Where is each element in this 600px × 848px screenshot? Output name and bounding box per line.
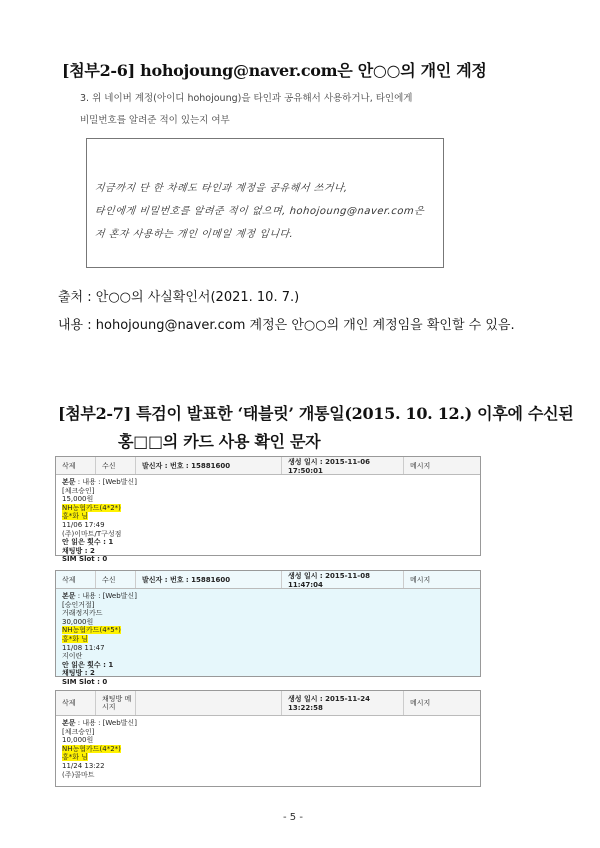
body-line: [체크승인] bbox=[62, 727, 95, 736]
body-line bbox=[62, 592, 474, 601]
handwriting-line-2: 타인에게 비밀번호를 알려준 적이 없으며, hohojoung@naver.com은 bbox=[94, 206, 425, 217]
message-record-2 bbox=[55, 570, 481, 686]
folder-column: 메시지 bbox=[410, 461, 431, 470]
message-header bbox=[56, 691, 480, 716]
body-label: 본문 bbox=[62, 592, 76, 600]
body-line: 10,000원 bbox=[62, 736, 94, 745]
type-column: 채팅방 메시지 bbox=[96, 691, 136, 715]
handwriting-line-3: 저 혼자 사용하는 개인 이메일 계정 입니다. bbox=[94, 229, 294, 240]
message-record-3 bbox=[55, 690, 481, 787]
body-line-rest: : 내용 : [Web발신] bbox=[75, 592, 137, 600]
body-line-rest: : 내용 : [Web발신] bbox=[75, 478, 137, 486]
body-line: 11/08 11:47 bbox=[62, 643, 105, 652]
body-line-rest: : 내용 : [Web발신] bbox=[75, 719, 137, 727]
section-title-2-7-line-1: [첨부2-7] 특검이 발표한 ‘태블릿’ 개통일(2015. 10. 12.) 이후에 수신된 bbox=[58, 404, 574, 423]
body-line: 11/06 17:49 bbox=[62, 520, 105, 529]
section-title-2-6: [첨부2-6] hohojoung@naver.com은 안○○의 개인 계정 bbox=[62, 61, 487, 80]
section-title-2-7-line-2: 홍□□의 카드 사용 확인 문자 bbox=[118, 432, 321, 451]
sender-column: 발신자 : 번호 : 15881600 bbox=[136, 571, 282, 588]
folder-column: 메시지 bbox=[410, 699, 431, 707]
message-header bbox=[56, 571, 480, 589]
chatroom: 채팅방 : 2 bbox=[62, 546, 95, 555]
delete-column: 삭제 bbox=[56, 457, 96, 474]
body-label: 본문 bbox=[62, 478, 76, 486]
question-line-1: 3. 위 네이버 계정(아이디 hohojoung)을 타인과 공유해서 사용하거나, 타인에게 bbox=[80, 93, 413, 104]
message-header bbox=[56, 457, 480, 475]
card-name-highlight: NH농협카드(4*2*) bbox=[62, 503, 121, 512]
folder-column: 메시지 bbox=[410, 575, 431, 584]
card-name-highlight: NH농협카드(4*5*) bbox=[62, 626, 121, 635]
handwriting-line-1: 지금까지 단 한 차례도 타인과 계정을 공유해서 쓰거나, bbox=[94, 183, 349, 194]
source-line: 출처 : 안○○의 사실확인서(2021. 10. 7.) bbox=[58, 290, 300, 305]
sender-column bbox=[136, 691, 282, 715]
body-line: 거래정지카드 bbox=[62, 609, 103, 618]
cardholder-highlight: 홍*화 님 bbox=[62, 634, 89, 643]
message-body bbox=[56, 589, 480, 690]
timestamp-column: 생성 일시 : 2015-11-24 13:22:58 bbox=[282, 691, 404, 715]
body-line: [체크승인] bbox=[62, 486, 95, 495]
sim-slot: SIM Slot : 0 bbox=[62, 677, 108, 686]
cardholder-highlight: 홍*화 님 bbox=[62, 512, 89, 521]
message-body bbox=[56, 475, 480, 567]
body-line: (주)콜마트 bbox=[62, 770, 95, 779]
cardholder-highlight: 홍*화 님 bbox=[62, 753, 89, 762]
message-record-1 bbox=[55, 456, 481, 564]
question-text bbox=[80, 88, 412, 132]
unread-count: 안 읽은 횟수 : 1 bbox=[62, 660, 114, 669]
body-line: [승인거절] bbox=[62, 600, 95, 609]
body-line: 30,000원 bbox=[62, 617, 94, 626]
page-number: - 5 - bbox=[283, 812, 303, 823]
body-line: 15,000원 bbox=[62, 495, 94, 504]
delete-column: 삭제 bbox=[56, 691, 96, 715]
type-column: 수신 bbox=[96, 457, 136, 474]
card-name-highlight: NH농협카드(4*2*) bbox=[62, 744, 121, 753]
message-body bbox=[56, 716, 480, 782]
type-column: 수신 bbox=[96, 571, 136, 588]
timestamp-column: 생성 일시 : 2015-11-06 17:50:01 bbox=[282, 457, 404, 474]
chatroom: 채팅방 : 2 bbox=[62, 669, 95, 678]
timestamp-column: 생성 일시 : 2015-11-08 11:47:04 bbox=[282, 571, 404, 588]
delete-column: 삭제 bbox=[56, 571, 96, 588]
body-line bbox=[62, 719, 474, 728]
sender-column: 발신자 : 번호 : 15881600 bbox=[136, 457, 282, 474]
question-line-2: 비밀번호를 알려준 적이 있는지 여부 bbox=[80, 115, 230, 126]
body-line: (주)이마트/T구성점 bbox=[62, 529, 122, 538]
sim-slot: SIM Slot : 0 bbox=[62, 555, 108, 564]
handwritten-statement-box bbox=[86, 138, 444, 268]
body-line bbox=[62, 478, 474, 487]
body-label: 본문 bbox=[62, 719, 76, 727]
unread-count: 안 읽은 횟수 : 1 bbox=[62, 538, 114, 547]
content-line: 내용 : hohojoung@naver.com 계정은 안○○의 개인 계정임을 확인할 수 있음. bbox=[58, 318, 515, 333]
body-line: 11/24 13:22 bbox=[62, 761, 105, 770]
body-line: 지이란 bbox=[62, 652, 83, 661]
